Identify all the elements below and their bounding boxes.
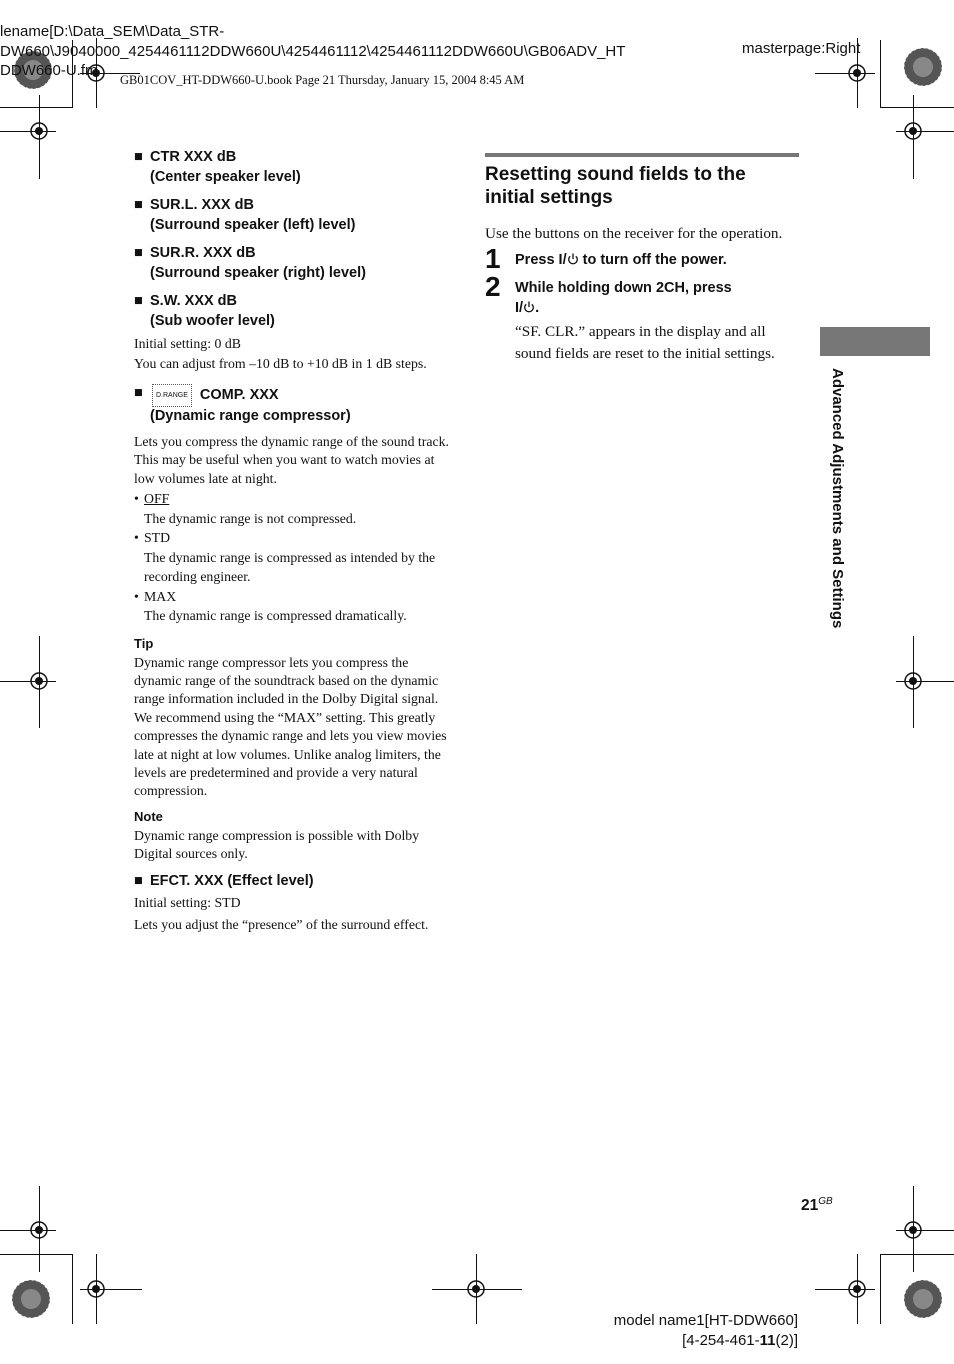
option-std-desc: The dynamic range is compressed as intended by the recording engineer. — [144, 549, 436, 585]
color-target-icon — [902, 46, 944, 88]
section-heading: Resetting sound fields to the initial settings — [485, 164, 746, 208]
step-1: 1 Press I/ to turn off the power. — [485, 243, 727, 274]
power-icon — [567, 253, 579, 265]
book-info-line: GB01COV_HT-DDW660-U.book Page 21 Thursday, January 15, 2004 8:45 AM — [120, 73, 525, 87]
surl-level-item: ■ SUR.L. XXX dB (Surround speaker (left) level) — [134, 197, 356, 233]
adjust-range-text: You can adjust from –10 dB to +10 dB in 1 dB steps. — [134, 356, 427, 372]
model-info: model name1[HT-DDW660] [4-254-461-11(2)] — [613, 1312, 798, 1349]
step-number: 1 — [485, 243, 501, 274]
option-std: • STD — [134, 530, 171, 546]
section-tab-label: Advanced Adjustments and Settings — [829, 368, 846, 629]
page-number: $21^{GB}$ — [801, 1196, 833, 1215]
registration-mark-icon — [19, 1210, 59, 1250]
color-target-icon — [902, 1278, 944, 1320]
note-text: Dynamic range compression is possible with Dolby Digital sources only. — [134, 827, 420, 862]
surr-level-item: ■ SUR.R. XXX dB (Surround speaker (right) level) — [134, 245, 366, 281]
file-path-header: lename[D:\Data_SEM\Data_STR- DW660\J9040000_4254461112DDW660U\4254461112\4254461112DDW660U\GB06ADV_HT DDW660-U.fm — [0, 23, 626, 79]
registration-mark-icon — [19, 661, 59, 701]
registration-mark-icon — [456, 1269, 496, 1309]
registration-mark-icon — [837, 53, 877, 93]
heading-rule — [485, 153, 799, 157]
power-icon — [523, 301, 535, 313]
step-2: 2 While holding down 2CH, press I/ . “SF. CLR.” appears in the display and all sound fields are reset to the initial settings. — [485, 278, 799, 364]
masterpage-label: masterpage:Right — [742, 40, 861, 57]
comp-item: ■ D.RANGE COMP. XXX (Dynamic range compressor) — [134, 384, 351, 425]
d-range-icon: D.RANGE — [152, 384, 192, 408]
ctr-level-item: ■ CTR XXX dB (Center speaker level) — [134, 149, 301, 185]
square-bullet-icon: ■ — [134, 197, 143, 213]
efct-description: Lets you adjust the “presence” of the surround effect. — [134, 916, 429, 932]
option-max: • MAX — [134, 588, 177, 604]
note-label: Note — [134, 808, 163, 824]
registration-mark-icon — [893, 661, 933, 701]
efct-item: ■ EFCT. XXX (Effect level) — [134, 872, 452, 892]
sw-level-item: ■ S.W. XXX dB (Sub woofer level) — [134, 293, 275, 329]
registration-mark-icon — [893, 111, 933, 151]
square-bullet-icon: ■ — [134, 245, 143, 261]
comp-description: Lets you compress the dynamic range of the sound track. This may be useful when you want to watch movies at low volumes late at night. — [134, 433, 449, 486]
square-bullet-icon: ■ — [134, 384, 143, 401]
square-bullet-icon: ■ — [134, 293, 143, 309]
registration-mark-icon — [837, 1269, 877, 1309]
section-tab — [820, 327, 930, 356]
initial-setting-std: Initial setting: STD — [134, 895, 241, 911]
option-off-desc: The dynamic range is not compressed. — [144, 510, 357, 526]
option-off: • OFF — [134, 491, 170, 507]
step-2-description: “SF. CLR.” appears in the display and all sound fields are reset to the initial settings. — [515, 323, 775, 362]
right-column — [485, 153, 799, 364]
square-bullet-icon: ■ — [134, 872, 143, 889]
step-number: 2 — [485, 271, 501, 302]
registration-mark-icon — [76, 1269, 116, 1309]
tip-label: Tip — [134, 635, 154, 651]
initial-setting-0db: Initial setting: 0 dB — [134, 336, 241, 351]
registration-mark-icon — [19, 111, 59, 151]
intro-text: Use the buttons on the receiver for the operation. — [485, 225, 783, 242]
square-bullet-icon: ■ — [134, 149, 143, 165]
option-max-desc: The dynamic range is compressed dramatically. — [144, 608, 407, 624]
registration-mark-icon — [893, 1210, 933, 1250]
left-column — [134, 148, 452, 937]
tip-text: Dynamic range compressor lets you compress the dynamic range of the soundtrack based on the dynamic range information included in the Dolby Digital signal. We recommend using the “MAX” setting. This greatly compresses the dynamic range and lets you view movies late at night at low volumes. Unlike analog limiters, the levels are predetermined and provide a very natural compression. — [134, 654, 447, 799]
color-target-icon — [10, 1278, 52, 1320]
